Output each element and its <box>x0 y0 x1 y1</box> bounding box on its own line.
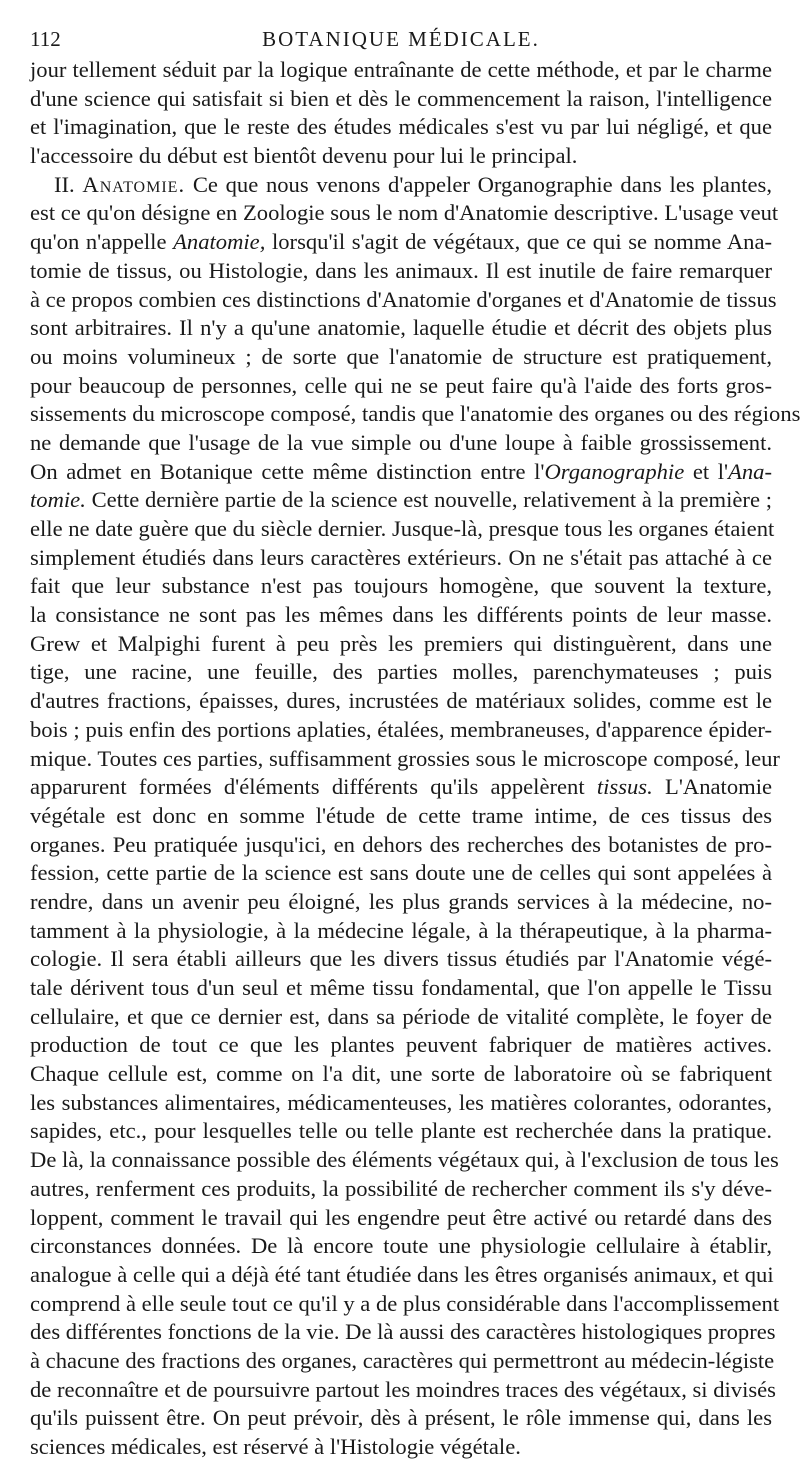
text-line: à chacune des fractions des organes, caractères qui permettront au médecin-légiste <box>30 1347 775 1373</box>
text-segment: qu'on n'appelle <box>30 229 174 255</box>
text-line <box>30 228 772 257</box>
text-line: comprend à elle seule tout ce qu'il y a de plus considérable dans l'accomplissement <box>30 1290 780 1316</box>
text-line: De là, la connaissance possible des éléments végétaux qui, à l'exclusion de tous les <box>30 1147 779 1173</box>
text-line: tamment à la physiologie, à la médecine légale, à la thérapeutique, à la pharma- <box>30 917 772 943</box>
text-line: sapides, etc., pour lesquelles telle ou telle plante est recherchée dans la pratique. <box>30 1118 772 1144</box>
text-line: d'une science qui satisfait si bien et dès le commencement la raison, l'intelligence <box>30 85 772 111</box>
text-line: mique. Toutes ces parties, suffisamment grossies sous le microscope composé, leur <box>30 745 780 771</box>
text-line: végétale est donc en somme l'étude de cette trame intime, de ces tissus des <box>30 802 772 828</box>
text-line: de reconnaître et de poursuivre partout les moindres traces des végétaux, si divisés <box>30 1376 776 1402</box>
text-segment: L'Anatomie <box>652 774 772 800</box>
text-line: tomie de tissus, ou Histologie, dans les animaux. Il est inutile de faire remarquer <box>30 257 772 283</box>
section-number: II. <box>54 171 75 197</box>
text-line: la consistance ne sont pas les mêmes dans les différents points de leur masse. <box>30 602 772 628</box>
text-line: cellulaire, et que ce dernier est, dans sa période de vitalité complète, le foyer de <box>30 1003 772 1029</box>
text-line: simplement étudiés dans leurs caractères extérieurs. On ne s'était pas attaché à ce <box>30 544 772 570</box>
text-line: fession, cette partie de la science est sans doute une de celles qui sont appelées à <box>30 860 772 886</box>
text-line: des différentes fonctions de la vie. De là aussi des caractères histologiques propres <box>30 1319 776 1345</box>
text-line: ne demande que l'usage de la vue simple ou d'une loupe à faible grossissement. <box>30 429 772 455</box>
text-segment: On admet en Botanique cette même distinction entre l' <box>30 458 545 484</box>
text-line: bois ; puis enfin des portions aplaties, étalées, membraneuses, d'apparence épider- <box>30 716 772 742</box>
text-line: d'autres fractions, épaisses, dures, incrustées de matériaux solides, comme est le <box>30 688 772 714</box>
text-line <box>30 486 772 515</box>
paragraph-anatomie <box>30 171 800 1462</box>
italic-term: Ana- <box>728 458 772 484</box>
text-line: Grew et Malpighi furent à peu près les premiers qui distinguèrent, dans une <box>30 630 772 656</box>
italic-term: tomie. <box>30 487 86 513</box>
italic-term: Organographie <box>544 458 685 484</box>
running-head <box>30 22 772 56</box>
text-line: sciences médicales, est réservé à l'Histologie végétale. <box>30 1434 521 1459</box>
text-line: cologie. Il sera établi ailleurs que les divers tissus étudiés par l'Anatomie végé- <box>30 946 772 972</box>
text-line: à ce propos combien ces distinctions d'Anatomie d'organes et d'Anatomie de tissus <box>30 286 777 312</box>
text-line: fait que leur substance n'est pas toujours homogène, que souvent la texture, <box>30 573 772 599</box>
text-line: Chaque cellule est, comme on l'a dit, une sorte de laboratoire où se fabriquent <box>30 1061 772 1087</box>
text-line: sont arbitraires. Il n'y a qu'une anatomie, laquelle étudie et décrit des objets plus <box>30 315 772 341</box>
text-line: tale dérivent tous d'un seul et même tissu fondamental, que l'on appelle le Tissu <box>30 975 772 1000</box>
text-segment: Cette dernière partie de la science est nouvelle, relativement à la première ; <box>85 487 772 513</box>
text-line: pour beaucoup de personnes, celle qui ne se peut faire qu'à l'aide des forts gros- <box>30 372 772 398</box>
text-line: rendre, dans un avenir peu éloigné, les plus grands services à la médecine, no- <box>30 888 772 914</box>
text-line: autres, renferment ces produits, la possibilité de rechercher comment ils s'y déve- <box>30 1175 772 1201</box>
text-segment: Ce que nous venons d'appeler Organographie dans les plantes, <box>192 171 772 197</box>
text-line: et l'imagination, que le reste des études médicales s'est vu par lui négligé, et que <box>30 114 772 140</box>
text-line: les substances alimentaires, médicamenteuses, les matières colorantes, odorantes, <box>30 1089 772 1115</box>
italic-term: tissus. <box>596 774 653 800</box>
italic-term: Anatomie, <box>173 229 266 255</box>
text-segment: apparurent formées d'éléments différents qu'ils appelèrent <box>30 774 597 800</box>
text-segment: lorsqu'il s'agit de végétaux, que ce qui se nomme Ana- <box>265 229 773 255</box>
text-line: circonstances données. De là encore toute une physiologie cellulaire à établir, <box>30 1233 772 1259</box>
book-page <box>30 22 800 1462</box>
text-segment: et l' <box>684 458 729 484</box>
text-line <box>30 773 772 802</box>
section-heading-line <box>30 171 772 200</box>
paragraph-continuation <box>30 56 772 171</box>
text-line: sissements du microscope composé, tandis que l'anatomie des organes ou des régions <box>30 401 800 427</box>
text-line: ou moins volumineux ; de sorte que l'anatomie de structure est pratiquement, <box>30 343 772 369</box>
text-line <box>30 458 772 487</box>
text-line: jour tellement séduit par la logique entraînante de cette méthode, et par le charme <box>30 57 772 82</box>
text-line: loppent, comment le travail qui les engendre peut être activé ou retardé dans des <box>30 1204 772 1230</box>
running-title: BOTANIQUE MÉDICALE. <box>262 27 540 51</box>
text-line: est ce qu'on désigne en Zoologie sous le nom d'Anatomie descriptive. L'usage veut <box>30 200 779 226</box>
text-line: organes. Peu pratiquée jusqu'ici, en dehors des recherches des botanistes de pro- <box>30 831 772 857</box>
text-line: qu'ils puissent être. On peut prévoir, dès à présent, le rôle immense qui, dans les <box>30 1405 772 1431</box>
text-line: analogue à celle qui a déjà été tant étudiée dans les êtres organisés animaux, et qui <box>30 1261 774 1287</box>
text-line: production de tout ce que les plantes peuvent fabriquer de matières actives. <box>30 1032 772 1058</box>
section-title: Anatomie. <box>82 171 186 197</box>
text-line: l'accessoire du début est bientôt devenu pour lui le principal. <box>30 143 578 169</box>
text-line: tige, une racine, une feuille, des parties molles, parenchymateuses ; puis <box>30 659 772 685</box>
text-line: elle ne date guère que du siècle dernier. Jusque-là, presque tous les organes étaient <box>30 516 775 541</box>
page-number: 112 <box>30 27 61 51</box>
